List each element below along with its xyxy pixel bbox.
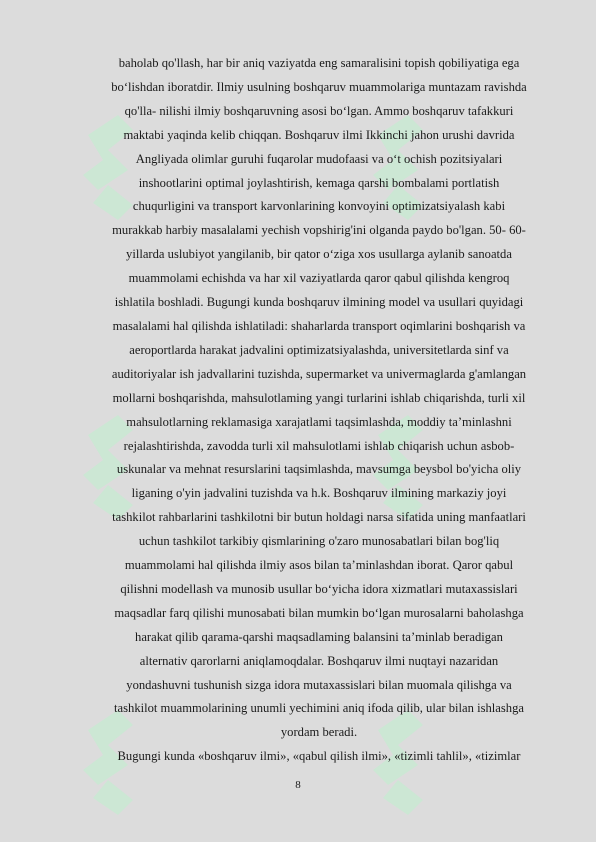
text-line: qo'lla- nilishi ilmiy boshqaruvning asosi boʻlgan. Ammo boshqaruv tafakkuri — [124, 103, 514, 118]
text-line: liganing o'yin jadvalini tuzishda va h.k. Boshqaruv ilmining markaziy joyi — [131, 486, 507, 501]
text-line: ishlatila boshladi. Bugungi kunda boshqaruv ilmining model va usullari quyidagi — [114, 295, 524, 310]
body-paragraph — [86, 52, 552, 769]
text-line: Bugungi kunda «boshqaruv ilmi», «qabul qilish ilmi», «tizimli tahlil», «tizimlar — [117, 749, 521, 764]
text-line: tashkilot muammolarining unumli yechimini aniq ifoda qilib, ular bilan ishlashga — [114, 701, 524, 716]
text-line: chuqurligini va transport karvonlarining konvoyini optimizatsiyalash kabi — [132, 199, 506, 214]
text-line: mahsulotlarning reklamasiga xarajatlami taqsimlashda, moddiy ta’minlashni — [126, 414, 512, 429]
text-line: yondashuvni tushunish sizga idora mutaxassislari bilan muomala qilishga va — [126, 677, 512, 692]
text-line: rejalashtirishda, zavodda turli xil mahsulotlami ishlab chiqarish uchun asbob- — [123, 438, 515, 453]
text-line: aeroportlarda harakat jadvalini optimizatsiyalashda, universitetlarda sinf va — [129, 342, 509, 357]
text-line: masalalami hal qilishda ishlatiladi: shaharlarda transport oqimlarini boshqarish va — [112, 318, 526, 333]
text-line: muammolami echishda va har xil vaziyatlarda qaror qabul qilishda kengroq — [128, 271, 510, 286]
text-line: mollarni boshqarishda, mahsulotlaming yangi turlarini ishlab chiqarishda, turli xil — [112, 390, 526, 405]
text-line: inshootlarini optimal joylashtirish, kemaga qarshi bombalami portlatish — [138, 175, 500, 190]
text-line: Angliyada olimlar guruhi fuqarolar mudofaasi va oʻt ochish pozitsiyalari — [135, 151, 503, 166]
page-number: 8 — [295, 779, 301, 791]
text-line: qilishni modellash va munosib usullar boʻyicha idora xizmatlari mutaxassislari — [120, 581, 518, 596]
text-line: tashkilot rahbarlarini tashkilotni bir butun holdagi narsa sifatida uning manfaatlari — [112, 510, 526, 525]
text-line: boʻlishdan iboratdir. Ilmiy usulning boshqaruv muammolariga muntazam ravishda — [111, 79, 527, 94]
text-line: uchun tashkilot tarkibiy qismlarining o'zaro munosabatlari bilan bog'liq — [138, 534, 500, 549]
text-line: yillarda uslubiyot yangilanib, bir qator oʻziga xos usullarga aylanib sanoatda — [126, 247, 512, 262]
text-line: uskunalar va mehnat resurslarini taqsimlashda, mavsumga beysbol bo'yicha oliy — [116, 462, 522, 477]
text-line: murakkab harbiy masalalami yechish vopshirig'ini olganda paydo bo'lgan. 50- 60- — [112, 223, 526, 238]
text-line: baholab qo'llash, har bir aniq vaziyatda eng samaralisini topish qobiliyatiga ega — [118, 56, 520, 70]
text-line: muammolami hal qilishda ilmiy asos bilan ta’minlashdan iborat. Qaror qabul — [124, 558, 514, 573]
text-line: auditoriyalar ish jadvallarini tuzishda, supermarket va univermaglarda g'amlangan — [111, 366, 527, 381]
text-line: maktabi yaqinda kelib chiqqan. Boshqaruv ilmi Ikkinchi jahon urushi davrida — [123, 127, 515, 142]
text-line: alternativ qarorlarni aniqlamoqdalar. Boshqaruv ilmi nuqtayi nazaridan — [139, 653, 499, 668]
text-line: maqsadlar farq qilishi munosabati bilan mumkin boʻlgan murosalarni baholashga — [114, 605, 524, 620]
text-line: harakat qilib qarama-qarshi maqsadlaming balansini ta’minlab beradigan — [135, 629, 503, 644]
text-line: yordam beradi. — [280, 725, 358, 740]
